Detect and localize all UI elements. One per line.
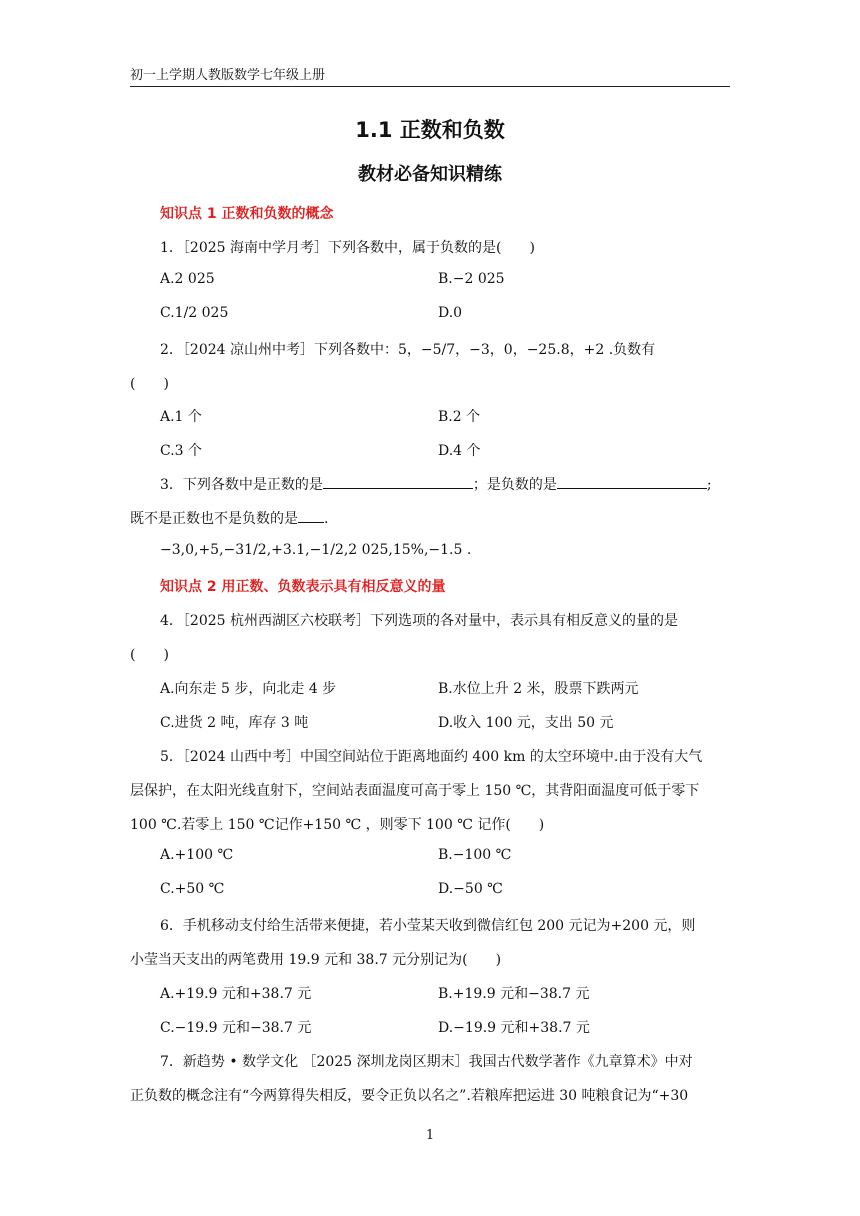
q6-option-a: A.+19.9 元和+38.7 元 — [160, 986, 312, 1002]
q1-option-a: A.2 025 — [160, 271, 215, 287]
q3-blank-negative — [557, 475, 707, 489]
q3-number-list: −3,0,+5,−31/2,+3.1,−1/2,2 025,15%,−1.5 . — [160, 542, 472, 558]
q2-stem: 2．［2024 凉山州中考］下列各数中：5，−5/7，−3，0，−25.8，+2 .负数有 — [160, 342, 656, 358]
q5-line-3: 100 ℃.若零上 150 ℃记作+150 ℃ ，则零下 100 ℃ 记作( ) — [130, 817, 545, 833]
q2-option-d: D.4 个 — [438, 443, 481, 459]
q1-option-c: C.1/2 025 — [160, 305, 229, 321]
q4-option-d: D.收入 100 元，支出 50 元 — [438, 715, 614, 731]
q5-line-2: 层保护，在太阳光线直射下，空间站表面温度可高于零上 150 ℃，其背阳面温度可低于零下 — [130, 783, 700, 799]
q3-text-e: . — [324, 511, 329, 527]
running-header: 初一上学期人教版数学七年级上册 — [130, 68, 326, 83]
q3-text-d: 既不是正数也不是负数的是 — [130, 511, 298, 527]
q4-answer-paren: ( ) — [130, 647, 169, 663]
q1-option-d: D.0 — [438, 305, 463, 321]
q3-text-c: ; — [706, 477, 712, 493]
q7-line-2: 正负数的概念注有“今两算得失相反，要令正负以名之”.若粮库把运进 30 吨粮食记为“+30 — [130, 1088, 689, 1104]
q5-option-a: A.+100 ℃ — [160, 847, 234, 863]
q5-option-b: B.−100 ℃ — [438, 847, 512, 863]
q2-option-c: C.3 个 — [160, 443, 203, 459]
q5-option-c: C.+50 ℃ — [160, 881, 225, 897]
q6-option-d: D.−19.9 元和+38.7 元 — [438, 1020, 590, 1036]
section-heading-2: 知识点 2 用正数、负数表示具有相反意义的量 — [160, 579, 446, 595]
q1-option-b: B.−2 025 — [438, 271, 505, 287]
q3-text-b: ；是负数的是 — [472, 477, 557, 493]
q3-line-2 — [130, 508, 328, 528]
section-heading-1: 知识点 1 正数和负数的概念 — [160, 206, 334, 222]
q4-option-b: B.水位上升 2 米，股票下跌两元 — [438, 681, 639, 697]
q6-line-2: 小莹当天支出的两笔费用 19.9 元和 38.7 元分别记为( ) — [130, 952, 502, 968]
q6-option-b: B.+19.9 元和−38.7 元 — [438, 986, 590, 1002]
q3-blank-neither — [298, 509, 324, 523]
q3-blank-positive — [323, 475, 473, 489]
q2-answer-paren: ( ) — [130, 376, 169, 392]
page-subtitle: 教材必备知识精练 — [358, 164, 502, 185]
q5-line-1: 5．［2024 山西中考］中国空间站位于距离地面约 400 km 的太空环境中.由于没有大气 — [160, 749, 703, 765]
q4-stem: 4．［2025 杭州西湖区六校联考］下列选项的各对量中，表示具有相反意义的量的是 — [160, 613, 678, 629]
q1-stem: 1．［2025 海南中学月考］下列各数中，属于负数的是( ) — [160, 240, 535, 256]
q2-option-b: B.2 个 — [438, 409, 481, 425]
q4-option-a: A.向东走 5 步，向北走 4 步 — [160, 681, 337, 697]
q4-option-c: C.进货 2 吨，库存 3 吨 — [160, 715, 309, 731]
page-title: 1.1 正数和负数 — [355, 118, 505, 142]
q6-line-1: 6．手机移动支付给生活带来便捷，若小莹某天收到微信红包 200 元记为+200 元，则 — [160, 918, 696, 934]
q3-line-1 — [160, 474, 712, 494]
q5-option-d: D.−50 ℃ — [438, 881, 503, 897]
q2-option-a: A.1 个 — [160, 409, 202, 425]
q6-option-c: C.−19.9 元和−38.7 元 — [160, 1020, 312, 1036]
header-rule — [130, 86, 730, 87]
q3-text-a: 3．下列各数中是正数的是 — [160, 477, 323, 493]
page-number: 1 — [425, 1128, 435, 1143]
q7-line-1: 7．新趋势 • 数学文化 ［2025 深圳龙岗区期末］我国古代数学著作《九章算术》中对 — [160, 1054, 693, 1070]
